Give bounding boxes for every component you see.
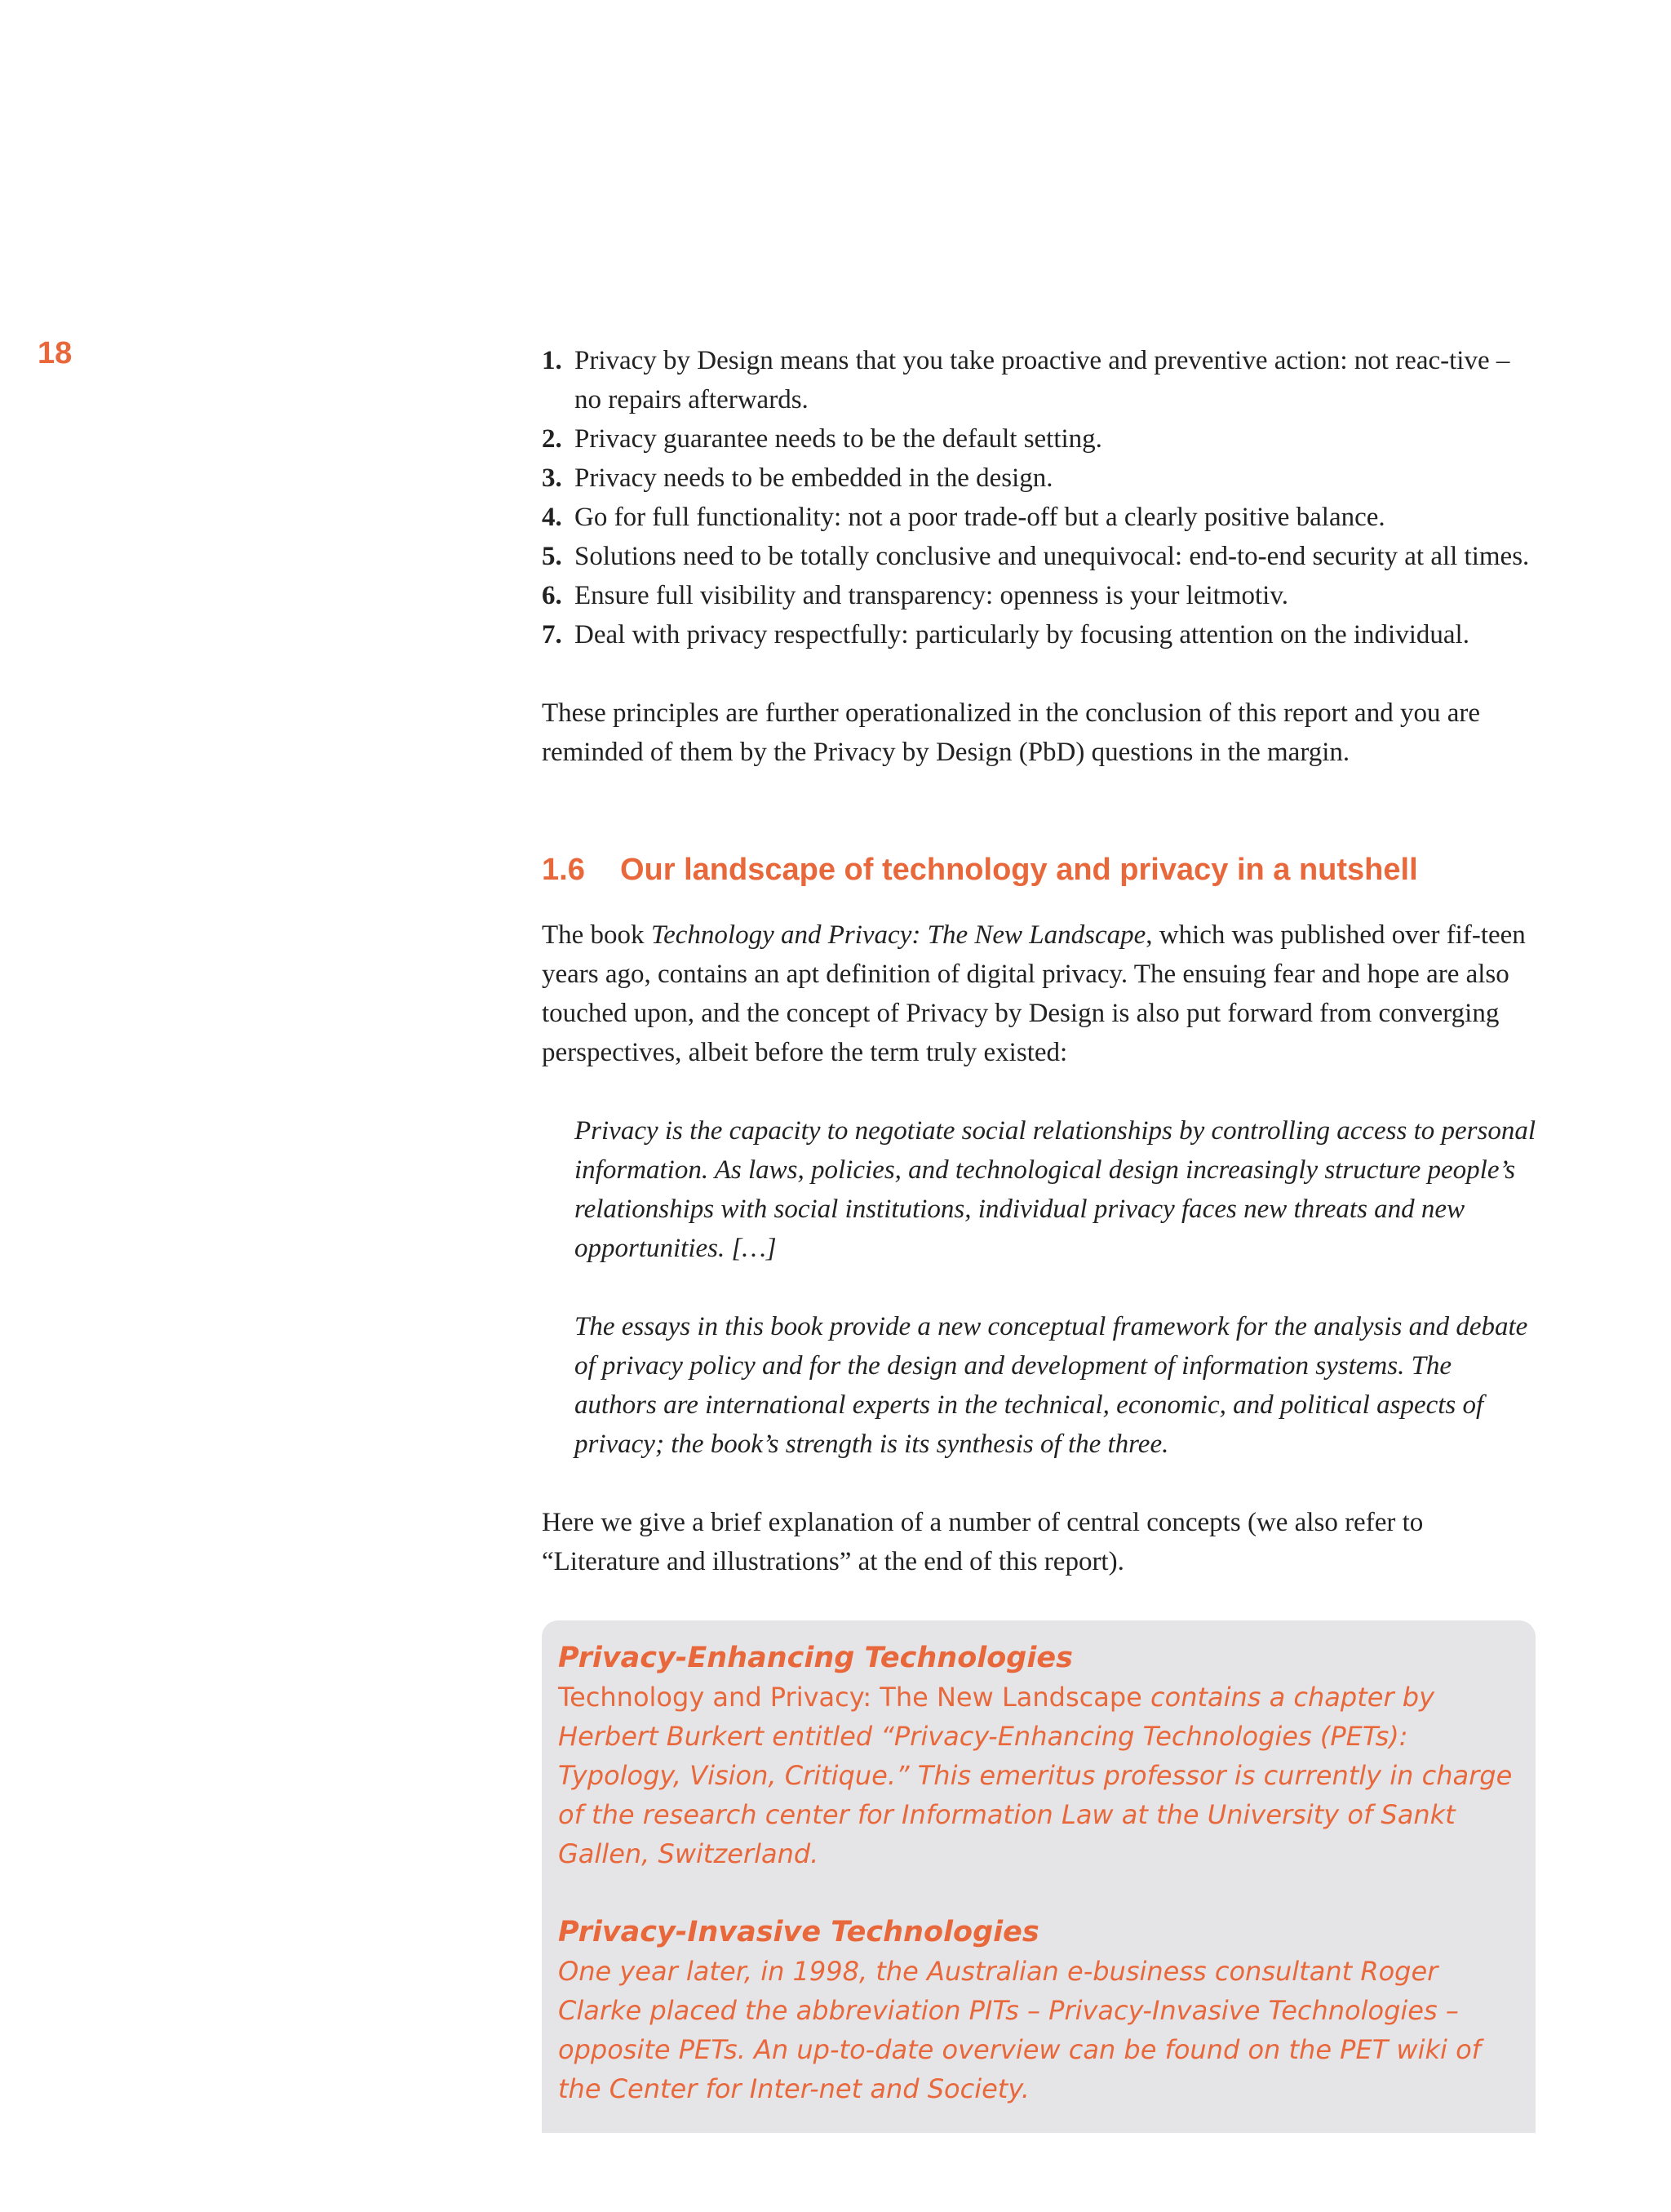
pits-section [558, 1913, 1519, 2108]
pets-book-title: Technology and Privacy: The New Landscape [558, 1681, 1142, 1713]
list-item-text: Privacy by Design means that you take proactive and preventive action: not reac-tive – no repairs afterwards. [574, 346, 1510, 414]
list-item [542, 498, 1536, 537]
pets-body [558, 1678, 1519, 1873]
section-heading [542, 850, 1536, 889]
list-item-number: 6. [542, 581, 562, 610]
list-item [542, 459, 1536, 498]
list-item-text: Go for full functionality: not a poor trade-off but a clearly positive balance. [574, 503, 1385, 532]
page-number: 18 [38, 336, 73, 370]
list-item-text: Privacy needs to be embedded in the design. [574, 463, 1053, 493]
intro-text-before: The book [542, 920, 651, 950]
intro-paragraph [542, 915, 1536, 1072]
principles-paragraph: These principles are further operationalized in the conclusion of this report and you are reminded of them by the Privacy by Design (PbD) questions in the margin. [542, 698, 1480, 767]
section-number: 1.6 [542, 853, 585, 887]
concepts-paragraph: Here we give a brief explanation of a number of central concepts (we also refer to “Literature and illustrations” at the end of this report). [542, 1507, 1424, 1576]
section-title: Our landscape of technology and privacy in a nutshell [620, 853, 1418, 887]
list-item-text: Deal with privacy respectfully: particularly by focusing attention on the individual. [574, 620, 1469, 649]
list-item-number: 2. [542, 424, 562, 454]
list-item-number: 7. [542, 620, 562, 649]
list-item-text: Ensure full visibility and transparency: openness is your leitmotiv. [574, 581, 1288, 610]
quote-definition: Privacy is the capacity to negotiate social relationships by controlling access to personal information. As laws, policies, and technological design increasingly structure people’s relationships with social institutions, individual privacy faces new threats and new opportunities. […] [574, 1115, 1536, 1263]
list-item-text: Privacy guarantee needs to be the default setting. [574, 424, 1102, 454]
intro-text-after: , which was published over fif-teen years ago, contains an apt definition of digital privacy. The ensuing fear and hope are also touched upon, and the concept of Privacy by Design is also put forward from converging perspectives, albeit before the term truly existed: [542, 920, 1526, 1067]
list-item-number: 5. [542, 542, 562, 571]
pits-body: One year later, in 1998, the Australian e-business consultant Roger Clarke placed the abbreviation PITs – Privacy-Invasive Technologies – opposite PETs. An up-to-date overview can be found on the PET wiki of the Center for Inter-net and Society. [558, 1955, 1481, 2104]
list-item-number: 1. [542, 346, 562, 375]
list-item [542, 576, 1536, 615]
book-title: Technology and Privacy: The New Landscape [650, 920, 1146, 950]
list-item-number: 3. [542, 463, 562, 493]
list-item [542, 341, 1536, 419]
principles-list [542, 341, 1536, 654]
pits-title: Privacy-Invasive Technologies [558, 1915, 1039, 1948]
main-column [542, 341, 1536, 2133]
list-item [542, 537, 1536, 576]
list-item [542, 615, 1536, 654]
list-item-text: Solutions need to be totally conclusive and unequivocal: end-to-end security at all times. [574, 542, 1530, 571]
pets-section [558, 1638, 1519, 1873]
list-item-number: 4. [542, 503, 562, 532]
list-item [542, 419, 1536, 459]
quote-book-summary: The essays in this book provide a new conceptual framework for the analysis and debate of privacy policy and for the design and development of information systems. The authors are international experts in the technical, economic, and political aspects of privacy; the book’s strength is its synthesis of the three. [574, 1311, 1528, 1459]
pets-title: Privacy-Enhancing Technologies [558, 1641, 1073, 1674]
pets-body-text: contains a chapter by Herbert Burkert entitled “Privacy-Enhancing Technologies (PETs): Typology, Vision, Critique.” This emeritus professor is currently in charge of the research center for Information Law at the University of Sankt Gallen, Switzerland. [558, 1681, 1513, 1869]
concepts-box [542, 1620, 1536, 2133]
